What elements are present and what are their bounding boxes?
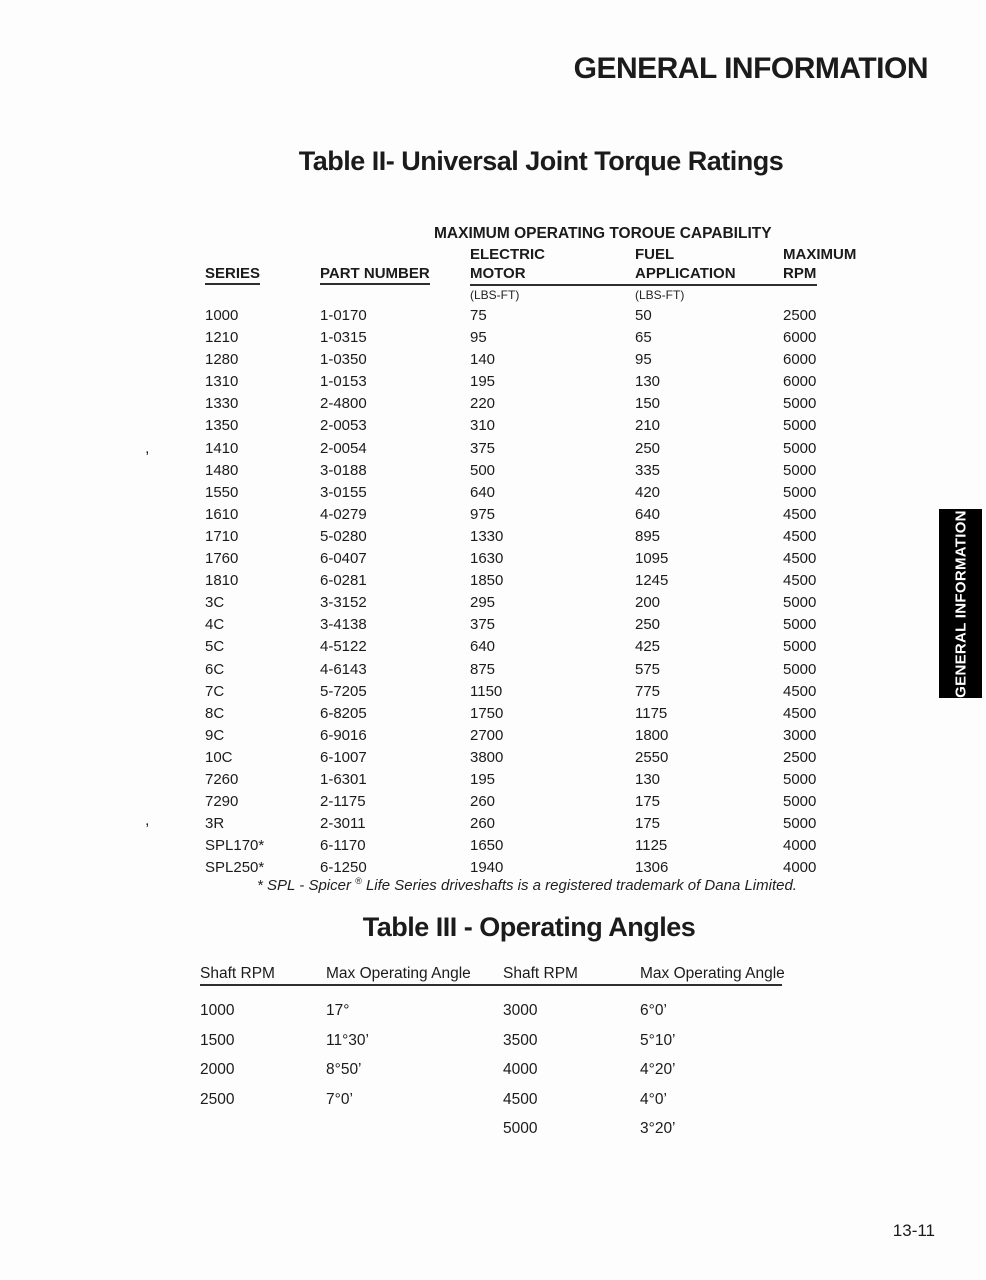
- table-cell: 2-0054: [320, 439, 367, 457]
- table-row: [205, 681, 865, 703]
- table3-header-rule: [200, 984, 782, 986]
- table-cell: 6000: [783, 329, 817, 347]
- table-cell: 2-3011: [320, 815, 366, 833]
- col-header-maximum: MAXIMUM: [783, 246, 857, 263]
- table-cell: 1245: [635, 572, 669, 590]
- table-cell: 420: [635, 483, 661, 501]
- table-cell: 195: [470, 770, 496, 788]
- table-cell: 1310: [205, 373, 239, 391]
- table-cell: 210: [635, 417, 661, 435]
- table-cell: 5000: [783, 770, 817, 788]
- table-cell: 335: [635, 461, 661, 479]
- table-cell: 1650: [470, 837, 504, 855]
- section-side-tab-label: GENERAL INFORMATION: [952, 509, 969, 698]
- section-side-tab: [939, 509, 982, 698]
- table-cell: 4°20’: [640, 1061, 676, 1079]
- table-row: [205, 482, 865, 504]
- table-row: [205, 438, 865, 460]
- table-cell: 4500: [783, 550, 817, 568]
- table-cell: 95: [470, 329, 487, 347]
- table-cell: 3000: [783, 726, 817, 744]
- table-cell: 4C: [205, 616, 225, 634]
- table-row: [205, 703, 865, 725]
- table-cell: 4000: [503, 1061, 538, 1079]
- table-row: [205, 327, 865, 349]
- table-cell: 310: [470, 417, 496, 435]
- table-cell: 4500: [783, 527, 817, 545]
- table-cell: 8C: [205, 704, 225, 722]
- table-cell: 3°20’: [640, 1120, 676, 1138]
- table-cell: 260: [470, 815, 496, 833]
- table-row: [200, 1114, 800, 1144]
- table-row: [200, 1085, 800, 1115]
- table-row: [205, 504, 865, 526]
- table-cell: 3800: [470, 748, 504, 766]
- table-cell: 1280: [205, 351, 239, 369]
- table-cell: 4000: [783, 859, 817, 877]
- table-cell: 1330: [205, 395, 239, 413]
- margin-scan-mark: ,: [145, 440, 150, 457]
- table-cell: 195: [470, 373, 496, 391]
- table-cell: 1630: [470, 550, 504, 568]
- table-cell: 1710: [205, 527, 239, 545]
- table-cell: 5000: [783, 417, 817, 435]
- table-cell: 1800: [635, 726, 669, 744]
- table-cell: 175: [635, 815, 661, 833]
- table-cell: 250: [635, 439, 661, 457]
- table-row: [205, 548, 865, 570]
- table-cell: 6-1250: [320, 859, 367, 877]
- table-cell: 1210: [205, 329, 239, 347]
- table-cell: 6-1007: [320, 748, 367, 766]
- table-cell: 6-0407: [320, 550, 367, 568]
- table-cell: 95: [635, 351, 652, 369]
- table-cell: 4°0’: [640, 1090, 667, 1108]
- table-cell: 6000: [783, 351, 817, 369]
- table-cell: 6-0281: [320, 572, 367, 590]
- table-cell: 895: [635, 527, 661, 545]
- table-row: [205, 526, 865, 548]
- table-cell: SPL250*: [205, 859, 265, 877]
- table-cell: 3-0188: [320, 461, 367, 479]
- table-cell: 1500: [200, 1031, 235, 1049]
- table-cell: 575: [635, 660, 661, 678]
- table-cell: 5000: [783, 660, 817, 678]
- table2-header-rule: [470, 284, 817, 286]
- table-cell: 1-6301: [320, 770, 367, 788]
- table-cell: 17°: [326, 1002, 350, 1019]
- table-row: [205, 614, 865, 636]
- table-row: [205, 835, 865, 857]
- units-label-fuel: (LBS-FT): [635, 288, 685, 302]
- col-header-series: [205, 266, 260, 285]
- table-cell: 8°50’: [326, 1061, 362, 1079]
- table-cell: 1550: [205, 483, 239, 501]
- table-cell: 1125: [635, 837, 668, 855]
- table-row: [200, 1026, 800, 1056]
- table-cell: 9C: [205, 726, 225, 744]
- table-cell: 7°0’: [326, 1090, 353, 1108]
- table-cell: 1000: [205, 307, 239, 324]
- table-cell: 375: [470, 616, 496, 634]
- footnote-text: * SPL - Spicer: [257, 877, 356, 894]
- table-cell: 5000: [783, 461, 817, 479]
- table-cell: 425: [635, 638, 661, 656]
- table-cell: 10C: [205, 748, 233, 766]
- table-cell: 1306: [635, 859, 669, 877]
- table-cell: 5-0280: [320, 527, 367, 545]
- table-cell: 75: [470, 307, 487, 324]
- table-cell: 6C: [205, 660, 225, 678]
- table-cell: 11°30’: [326, 1031, 369, 1049]
- table-cell: 5000: [503, 1120, 538, 1138]
- table-cell: 200: [635, 594, 661, 612]
- table-cell: 2550: [635, 748, 669, 766]
- col-header-motor: MOTOR: [470, 265, 526, 282]
- table-row: [205, 636, 865, 658]
- table-cell: 1330: [470, 527, 504, 545]
- table-cell: 4-5122: [320, 638, 367, 656]
- table-row: [205, 747, 865, 769]
- page-number: 13-11: [892, 1221, 935, 1240]
- col-header-part-number: [320, 266, 430, 285]
- table-cell: 3500: [503, 1031, 538, 1049]
- col-header-application: APPLICATION: [635, 265, 736, 282]
- table-cell: 6-8205: [320, 704, 367, 722]
- table-cell: 7C: [205, 682, 225, 700]
- table-cell: 4-6143: [320, 660, 367, 678]
- col-header-fuel: FUEL: [635, 246, 675, 263]
- table-cell: 2000: [200, 1061, 235, 1079]
- table-cell: 3000: [503, 1002, 538, 1019]
- table-cell: 4000: [783, 837, 817, 855]
- table-cell: 2-0053: [320, 417, 367, 435]
- table-cell: 2500: [200, 1090, 235, 1108]
- margin-scan-mark: ,: [145, 812, 150, 829]
- table-cell: 5000: [783, 395, 817, 413]
- table2-group-header: MAXIMUM OPERATING TOROUE CAPABILITY: [434, 225, 772, 242]
- table-cell: 975: [470, 505, 496, 523]
- table-cell: 1000: [200, 1002, 235, 1019]
- table-row: [200, 1055, 800, 1085]
- table2-footnote: [257, 876, 797, 894]
- table-row: [205, 460, 865, 482]
- table-cell: 1175: [635, 704, 668, 722]
- table-cell: 1150: [470, 682, 503, 700]
- table-cell: 7260: [205, 770, 239, 788]
- table-cell: 4500: [783, 572, 817, 590]
- table-row: [205, 659, 865, 681]
- table-cell: 6-9016: [320, 726, 367, 744]
- table-cell: 5000: [783, 616, 817, 634]
- table-cell: 175: [635, 793, 661, 811]
- footnote-text: Life Series driveshafts is a registered trademark of Dana Limited.: [361, 877, 797, 894]
- table-cell: 5000: [783, 793, 817, 811]
- table-cell: 2-1175: [320, 793, 366, 811]
- table2-title: Table II- Universal Joint Torque Ratings: [298, 146, 784, 176]
- table-cell: 375: [470, 439, 496, 457]
- table-row: [205, 791, 865, 813]
- table-row: [205, 592, 865, 614]
- table3-rows: [200, 996, 800, 1144]
- col-header-max-angle-right: Max Operating Angle: [640, 965, 785, 982]
- col-header-rpm: RPM: [783, 265, 817, 282]
- col-header-part-number-label: PART NUMBER: [320, 266, 430, 285]
- table-cell: 220: [470, 395, 496, 413]
- table-cell: 1-0350: [320, 351, 367, 369]
- table-row: [205, 393, 865, 415]
- table-cell: 140: [470, 351, 496, 369]
- table-row: [205, 415, 865, 437]
- table-cell: 295: [470, 594, 496, 612]
- table-cell: 5000: [783, 638, 817, 656]
- table-cell: 1-0170: [320, 307, 367, 324]
- table-cell: 6-1170: [320, 837, 366, 855]
- table-row: [205, 769, 865, 791]
- table-cell: 130: [635, 373, 661, 391]
- table-cell: 4500: [783, 505, 817, 523]
- table-cell: 3-4138: [320, 616, 367, 634]
- table-cell: 6000: [783, 373, 817, 391]
- table-cell: 5000: [783, 439, 817, 457]
- table2-rows: [205, 305, 865, 879]
- table-cell: 640: [635, 505, 661, 523]
- table-cell: 5C: [205, 638, 225, 656]
- table-row: [205, 813, 865, 835]
- table-row: [205, 305, 865, 327]
- table-cell: 775: [635, 682, 661, 700]
- table-cell: 260: [470, 793, 496, 811]
- table-row: [205, 349, 865, 371]
- table-cell: SPL170*: [205, 837, 265, 855]
- col-header-max-angle-left: Max Operating Angle: [326, 965, 471, 982]
- table-cell: 3-3152: [320, 594, 367, 612]
- table-cell: 1760: [205, 550, 239, 568]
- page-title: GENERAL INFORMATION: [573, 52, 928, 85]
- col-header-shaft-rpm-right: Shaft RPM: [503, 965, 578, 982]
- col-header-electric: ELECTRIC: [470, 246, 545, 263]
- table-cell: 250: [635, 616, 661, 634]
- table3-header-row: [200, 965, 785, 984]
- table-cell: 7290: [205, 793, 239, 811]
- table-cell: 1850: [470, 572, 504, 590]
- table-cell: 1810: [205, 572, 239, 590]
- table-cell: 1750: [470, 704, 504, 722]
- table-cell: 2700: [470, 726, 504, 744]
- units-label-electric: (LBS-FT): [470, 288, 520, 302]
- table-cell: 500: [470, 461, 496, 479]
- table-cell: 640: [470, 638, 496, 656]
- col-header-series-label: SERIES: [205, 266, 260, 285]
- table-cell: 5-7205: [320, 682, 367, 700]
- table-cell: 5000: [783, 815, 817, 833]
- table-cell: 1610: [205, 505, 239, 523]
- table-cell: 1350: [205, 417, 239, 435]
- table-row: [200, 996, 800, 1026]
- table-cell: 5°10’: [640, 1031, 676, 1049]
- table-cell: 5000: [783, 483, 817, 501]
- table-cell: 2-4800: [320, 395, 367, 413]
- table-cell: 50: [635, 307, 652, 324]
- table-cell: 1480: [205, 461, 239, 479]
- col-header-shaft-rpm-left: Shaft RPM: [200, 965, 275, 982]
- table-cell: 875: [470, 660, 496, 678]
- table-cell: 1-0153: [320, 373, 367, 391]
- table-cell: 3-0155: [320, 483, 367, 501]
- table-cell: 1095: [635, 550, 669, 568]
- registered-trademark-symbol: ®: [355, 876, 362, 886]
- table-cell: 2500: [783, 307, 817, 324]
- table-cell: 6°0’: [640, 1002, 667, 1019]
- table-row: [205, 725, 865, 747]
- table3-title: Table III - Operating Angles: [362, 912, 696, 942]
- table-cell: 4500: [783, 704, 817, 722]
- table-cell: 130: [635, 770, 661, 788]
- table-row: [205, 371, 865, 393]
- table-cell: 3C: [205, 594, 225, 612]
- table-cell: 1940: [470, 859, 504, 877]
- table-cell: 3R: [205, 815, 225, 833]
- table-cell: 4500: [783, 682, 817, 700]
- table-cell: 65: [635, 329, 652, 347]
- table-cell: 1-0315: [320, 329, 367, 347]
- table-cell: 640: [470, 483, 496, 501]
- table-cell: 150: [635, 395, 661, 413]
- table-cell: 1410: [205, 439, 239, 457]
- table-cell: 4500: [503, 1090, 538, 1108]
- table-cell: 2500: [783, 748, 817, 766]
- table-row: [205, 570, 865, 592]
- table-cell: 5000: [783, 594, 817, 612]
- table-cell: 4-0279: [320, 505, 367, 523]
